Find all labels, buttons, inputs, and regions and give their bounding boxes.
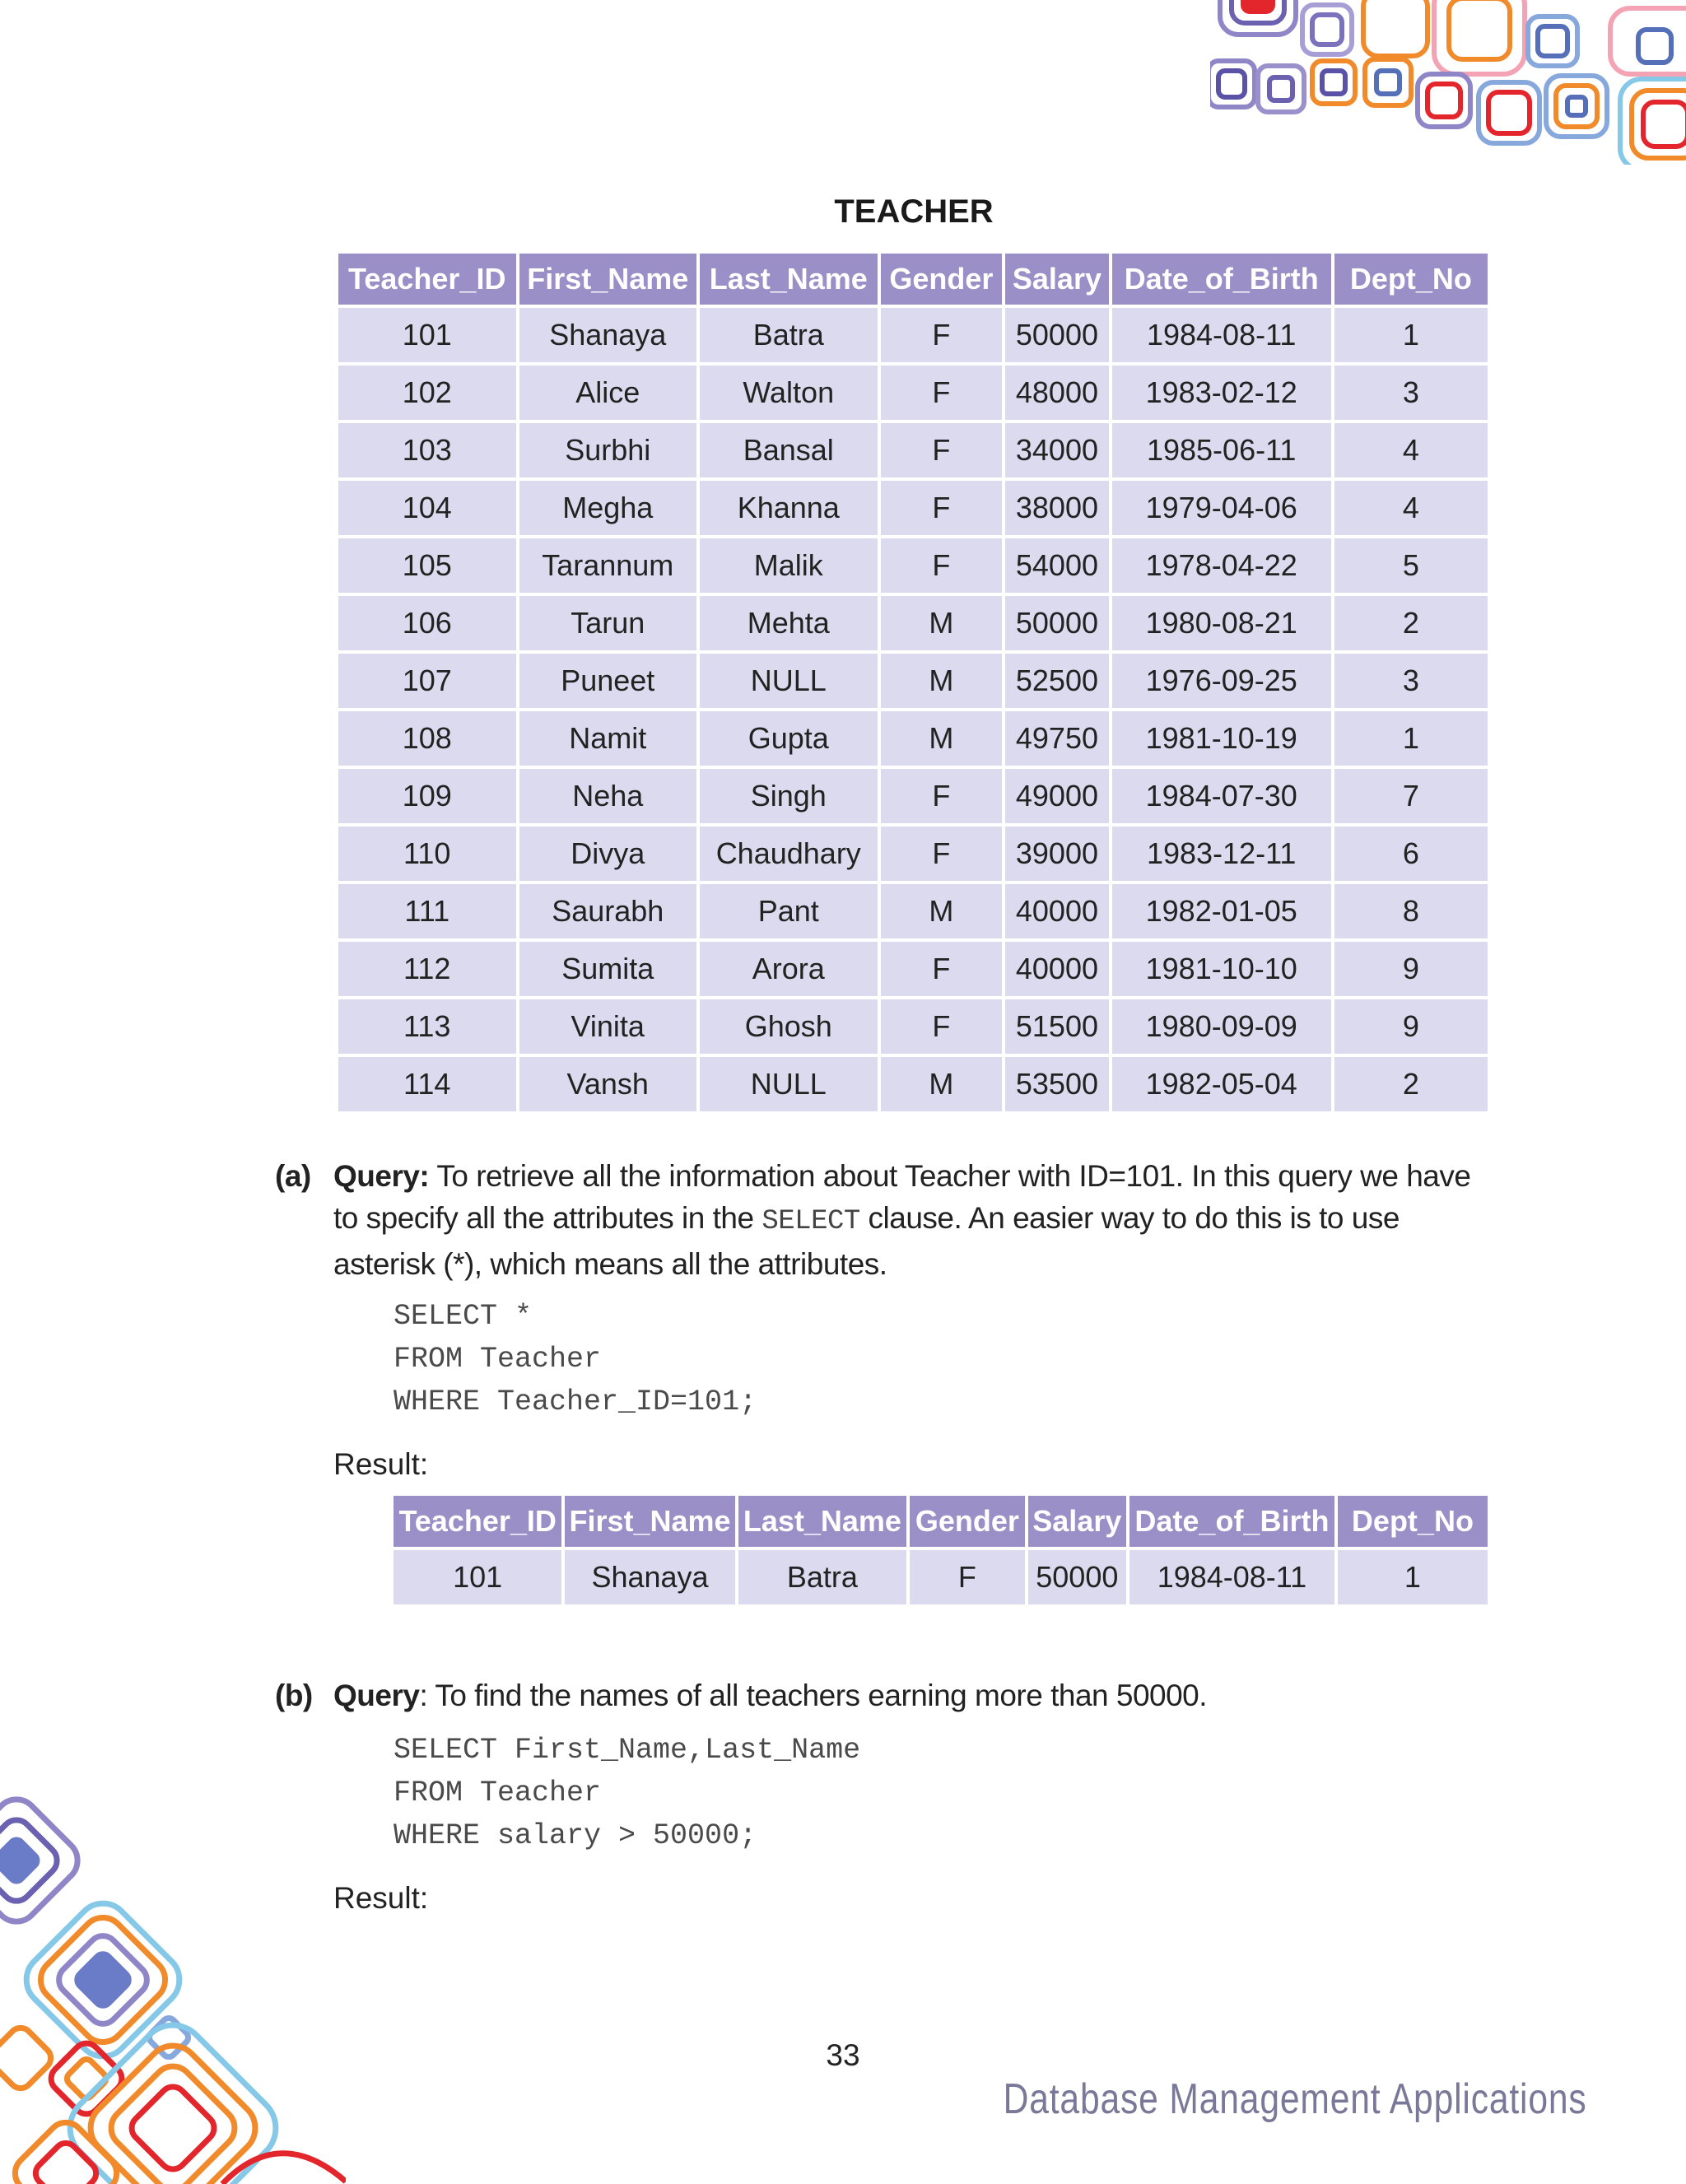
table-cell: 106 — [338, 596, 516, 650]
table-cell: 49750 — [1005, 711, 1108, 766]
table-row — [338, 884, 1488, 938]
table-cell: 1980-09-09 — [1112, 999, 1331, 1054]
table-cell: 1984-08-11 — [1112, 308, 1331, 362]
table-cell: 110 — [338, 827, 516, 881]
query-a-sql — [394, 1295, 757, 1423]
table-row — [394, 1550, 1488, 1604]
table-row — [338, 827, 1488, 881]
column-header: Date_of_Birth — [1112, 254, 1331, 305]
table-cell: 34000 — [1005, 423, 1108, 477]
table-cell: 1978-04-22 — [1112, 538, 1331, 593]
table-cell: 1979-04-06 — [1112, 481, 1331, 535]
table-title: TEACHER — [834, 193, 994, 230]
table-cell: 4 — [1334, 481, 1488, 535]
table-cell: 105 — [338, 538, 516, 593]
table-cell: 101 — [338, 308, 516, 362]
table-cell: 1982-05-04 — [1112, 1057, 1331, 1111]
table-row — [338, 711, 1488, 766]
table-cell: Mehta — [700, 596, 878, 650]
table-row — [338, 654, 1488, 708]
query-b-bold: Query — [333, 1679, 420, 1712]
sql-line: WHERE salary > 50000; — [394, 1819, 757, 1852]
table-row — [338, 308, 1488, 362]
sql-line: SELECT * — [394, 1300, 533, 1333]
column-header: Salary — [1028, 1496, 1126, 1547]
decorative-squares-top — [1210, 0, 1686, 165]
table-cell: Singh — [700, 769, 878, 823]
table-cell: 1983-12-11 — [1112, 827, 1331, 881]
table-cell: F — [881, 366, 1003, 420]
table-cell: Alice — [519, 366, 697, 420]
table-cell: 107 — [338, 654, 516, 708]
table-cell: 1 — [1334, 711, 1488, 766]
table-cell: 40000 — [1005, 884, 1108, 938]
table-cell: 112 — [338, 942, 516, 996]
table-cell: M — [881, 711, 1003, 766]
table-cell: Batra — [738, 1550, 906, 1604]
table-cell: F — [881, 769, 1003, 823]
table-cell: 40000 — [1005, 942, 1108, 996]
table-cell: 1980-08-21 — [1112, 596, 1331, 650]
table-cell: 108 — [338, 711, 516, 766]
table-cell: Arora — [700, 942, 878, 996]
table-cell: Gupta — [700, 711, 878, 766]
table-header-row — [394, 1496, 1488, 1547]
table-cell: 2 — [1334, 1057, 1488, 1111]
table-cell: 113 — [338, 999, 516, 1054]
table-cell: Megha — [519, 481, 697, 535]
table-cell: 38000 — [1005, 481, 1108, 535]
table-cell: F — [881, 423, 1003, 477]
table-cell: F — [910, 1550, 1025, 1604]
table-cell: 4 — [1334, 423, 1488, 477]
table-cell: 111 — [338, 884, 516, 938]
table-cell: Khanna — [700, 481, 878, 535]
table-cell: F — [881, 942, 1003, 996]
query-b-sql — [394, 1729, 860, 1857]
table-cell: 114 — [338, 1057, 516, 1111]
table-cell: 54000 — [1005, 538, 1108, 593]
table-cell: 8 — [1334, 884, 1488, 938]
table-cell: 50000 — [1028, 1550, 1126, 1604]
query-a-bold: Query: — [333, 1159, 430, 1193]
query-a-text-2: clause. An easier way to do this is to use asterisk (*), which means all the attributes. — [333, 1201, 1400, 1281]
table-cell: M — [881, 596, 1003, 650]
table-cell: Shanaya — [519, 308, 697, 362]
table-cell: 2 — [1334, 596, 1488, 650]
table-row — [338, 999, 1488, 1054]
table-row — [338, 538, 1488, 593]
table-cell: F — [881, 538, 1003, 593]
column-header: Dept_No — [1334, 254, 1488, 305]
column-header: Salary — [1005, 254, 1108, 305]
table-cell: Vinita — [519, 999, 697, 1054]
table-row — [338, 769, 1488, 823]
sql-line: FROM Teacher — [394, 1777, 602, 1809]
table-row — [338, 366, 1488, 420]
table-cell: Tarun — [519, 596, 697, 650]
query-a-text-1: To retrieve all the information about Teacher with ID=101. In this query we have to specify all the attributes in the — [333, 1159, 1471, 1235]
table-cell: Ghosh — [700, 999, 878, 1054]
table-cell: Divya — [519, 827, 697, 881]
table-cell: 3 — [1334, 366, 1488, 420]
sql-line: FROM Teacher — [394, 1343, 602, 1376]
table-cell: 53500 — [1005, 1057, 1108, 1111]
query-a-label: (a) — [275, 1159, 311, 1193]
table-cell: Vansh — [519, 1057, 697, 1111]
column-header: Date_of_Birth — [1129, 1496, 1334, 1547]
table-cell: F — [881, 827, 1003, 881]
query-a-paragraph — [275, 1155, 1493, 1285]
table-cell: Pant — [700, 884, 878, 938]
column-header: Teacher_ID — [338, 254, 516, 305]
table-row — [338, 1057, 1488, 1111]
table-cell: 1982-01-05 — [1112, 884, 1331, 938]
table-row — [338, 481, 1488, 535]
table-cell: 1 — [1338, 1550, 1488, 1604]
table-cell: 50000 — [1005, 308, 1108, 362]
table-row — [338, 942, 1488, 996]
column-header: Last_Name — [738, 1496, 906, 1547]
table-cell: 102 — [338, 366, 516, 420]
column-header: First_Name — [519, 254, 697, 305]
table-cell: F — [881, 999, 1003, 1054]
sql-line: WHERE Teacher_ID=101; — [394, 1385, 757, 1418]
table-header-row — [338, 254, 1488, 305]
table-row — [338, 596, 1488, 650]
query-a-result-table — [390, 1492, 1491, 1608]
column-header: First_Name — [565, 1496, 734, 1547]
query-a-result-label: Result: — [333, 1447, 429, 1481]
table-cell: Sumita — [519, 942, 697, 996]
table-cell: M — [881, 884, 1003, 938]
table-cell: 3 — [1334, 654, 1488, 708]
table-cell: 104 — [338, 481, 516, 535]
table-cell: M — [881, 654, 1003, 708]
table-cell: 9 — [1334, 999, 1488, 1054]
query-b-paragraph — [275, 1674, 1493, 1716]
table-cell: Shanaya — [565, 1550, 734, 1604]
table-cell: M — [881, 1057, 1003, 1111]
table-cell: 109 — [338, 769, 516, 823]
table-cell: 5 — [1334, 538, 1488, 593]
table-cell: 1984-07-30 — [1112, 769, 1331, 823]
table-cell: 51500 — [1005, 999, 1108, 1054]
query-b-label: (b) — [275, 1679, 313, 1712]
table-cell: 101 — [394, 1550, 561, 1604]
table-cell: 9 — [1334, 942, 1488, 996]
column-header: Gender — [881, 254, 1003, 305]
table-cell: 39000 — [1005, 827, 1108, 881]
table-cell: 1981-10-19 — [1112, 711, 1331, 766]
table-cell: F — [881, 481, 1003, 535]
query-b-text: : To find the names of all teachers earning more than 50000. — [419, 1679, 1208, 1712]
table-cell: 49000 — [1005, 769, 1108, 823]
table-cell: Walton — [700, 366, 878, 420]
teacher-table — [335, 250, 1491, 1115]
table-cell: 50000 — [1005, 596, 1108, 650]
book-title: Database Management Applications — [1004, 2075, 1587, 2123]
table-cell: Neha — [519, 769, 697, 823]
table-cell: Surbhi — [519, 423, 697, 477]
table-cell: Bansal — [700, 423, 878, 477]
query-b-result-label: Result: — [333, 1881, 429, 1915]
table-cell: 1983-02-12 — [1112, 366, 1331, 420]
table-cell: Tarannum — [519, 538, 697, 593]
column-header: Gender — [910, 1496, 1025, 1547]
table-cell: Saurabh — [519, 884, 697, 938]
page-number: 33 — [826, 2038, 860, 2072]
table-cell: 103 — [338, 423, 516, 477]
column-header: Last_Name — [700, 254, 878, 305]
table-cell: 48000 — [1005, 366, 1108, 420]
table-cell: Namit — [519, 711, 697, 766]
table-cell: 7 — [1334, 769, 1488, 823]
table-cell: Chaudhary — [700, 827, 878, 881]
query-a-inline-code: SELECT — [761, 1206, 860, 1237]
table-cell: Malik — [700, 538, 878, 593]
decorative-squares-bottom — [0, 1795, 346, 2184]
table-cell: 1984-08-11 — [1129, 1550, 1334, 1604]
column-header: Dept_No — [1338, 1496, 1488, 1547]
table-row — [338, 423, 1488, 477]
column-header: Teacher_ID — [394, 1496, 561, 1547]
table-cell: 1 — [1334, 308, 1488, 362]
table-cell: NULL — [700, 1057, 878, 1111]
table-cell: Puneet — [519, 654, 697, 708]
table-cell: 1981-10-10 — [1112, 942, 1331, 996]
table-cell: Batra — [700, 308, 878, 362]
table-cell: 52500 — [1005, 654, 1108, 708]
table-cell: 6 — [1334, 827, 1488, 881]
table-cell: NULL — [700, 654, 878, 708]
sql-line: SELECT First_Name,Last_Name — [394, 1734, 861, 1767]
table-cell: F — [881, 308, 1003, 362]
table-cell: 1976-09-25 — [1112, 654, 1331, 708]
table-cell: 1985-06-11 — [1112, 423, 1331, 477]
